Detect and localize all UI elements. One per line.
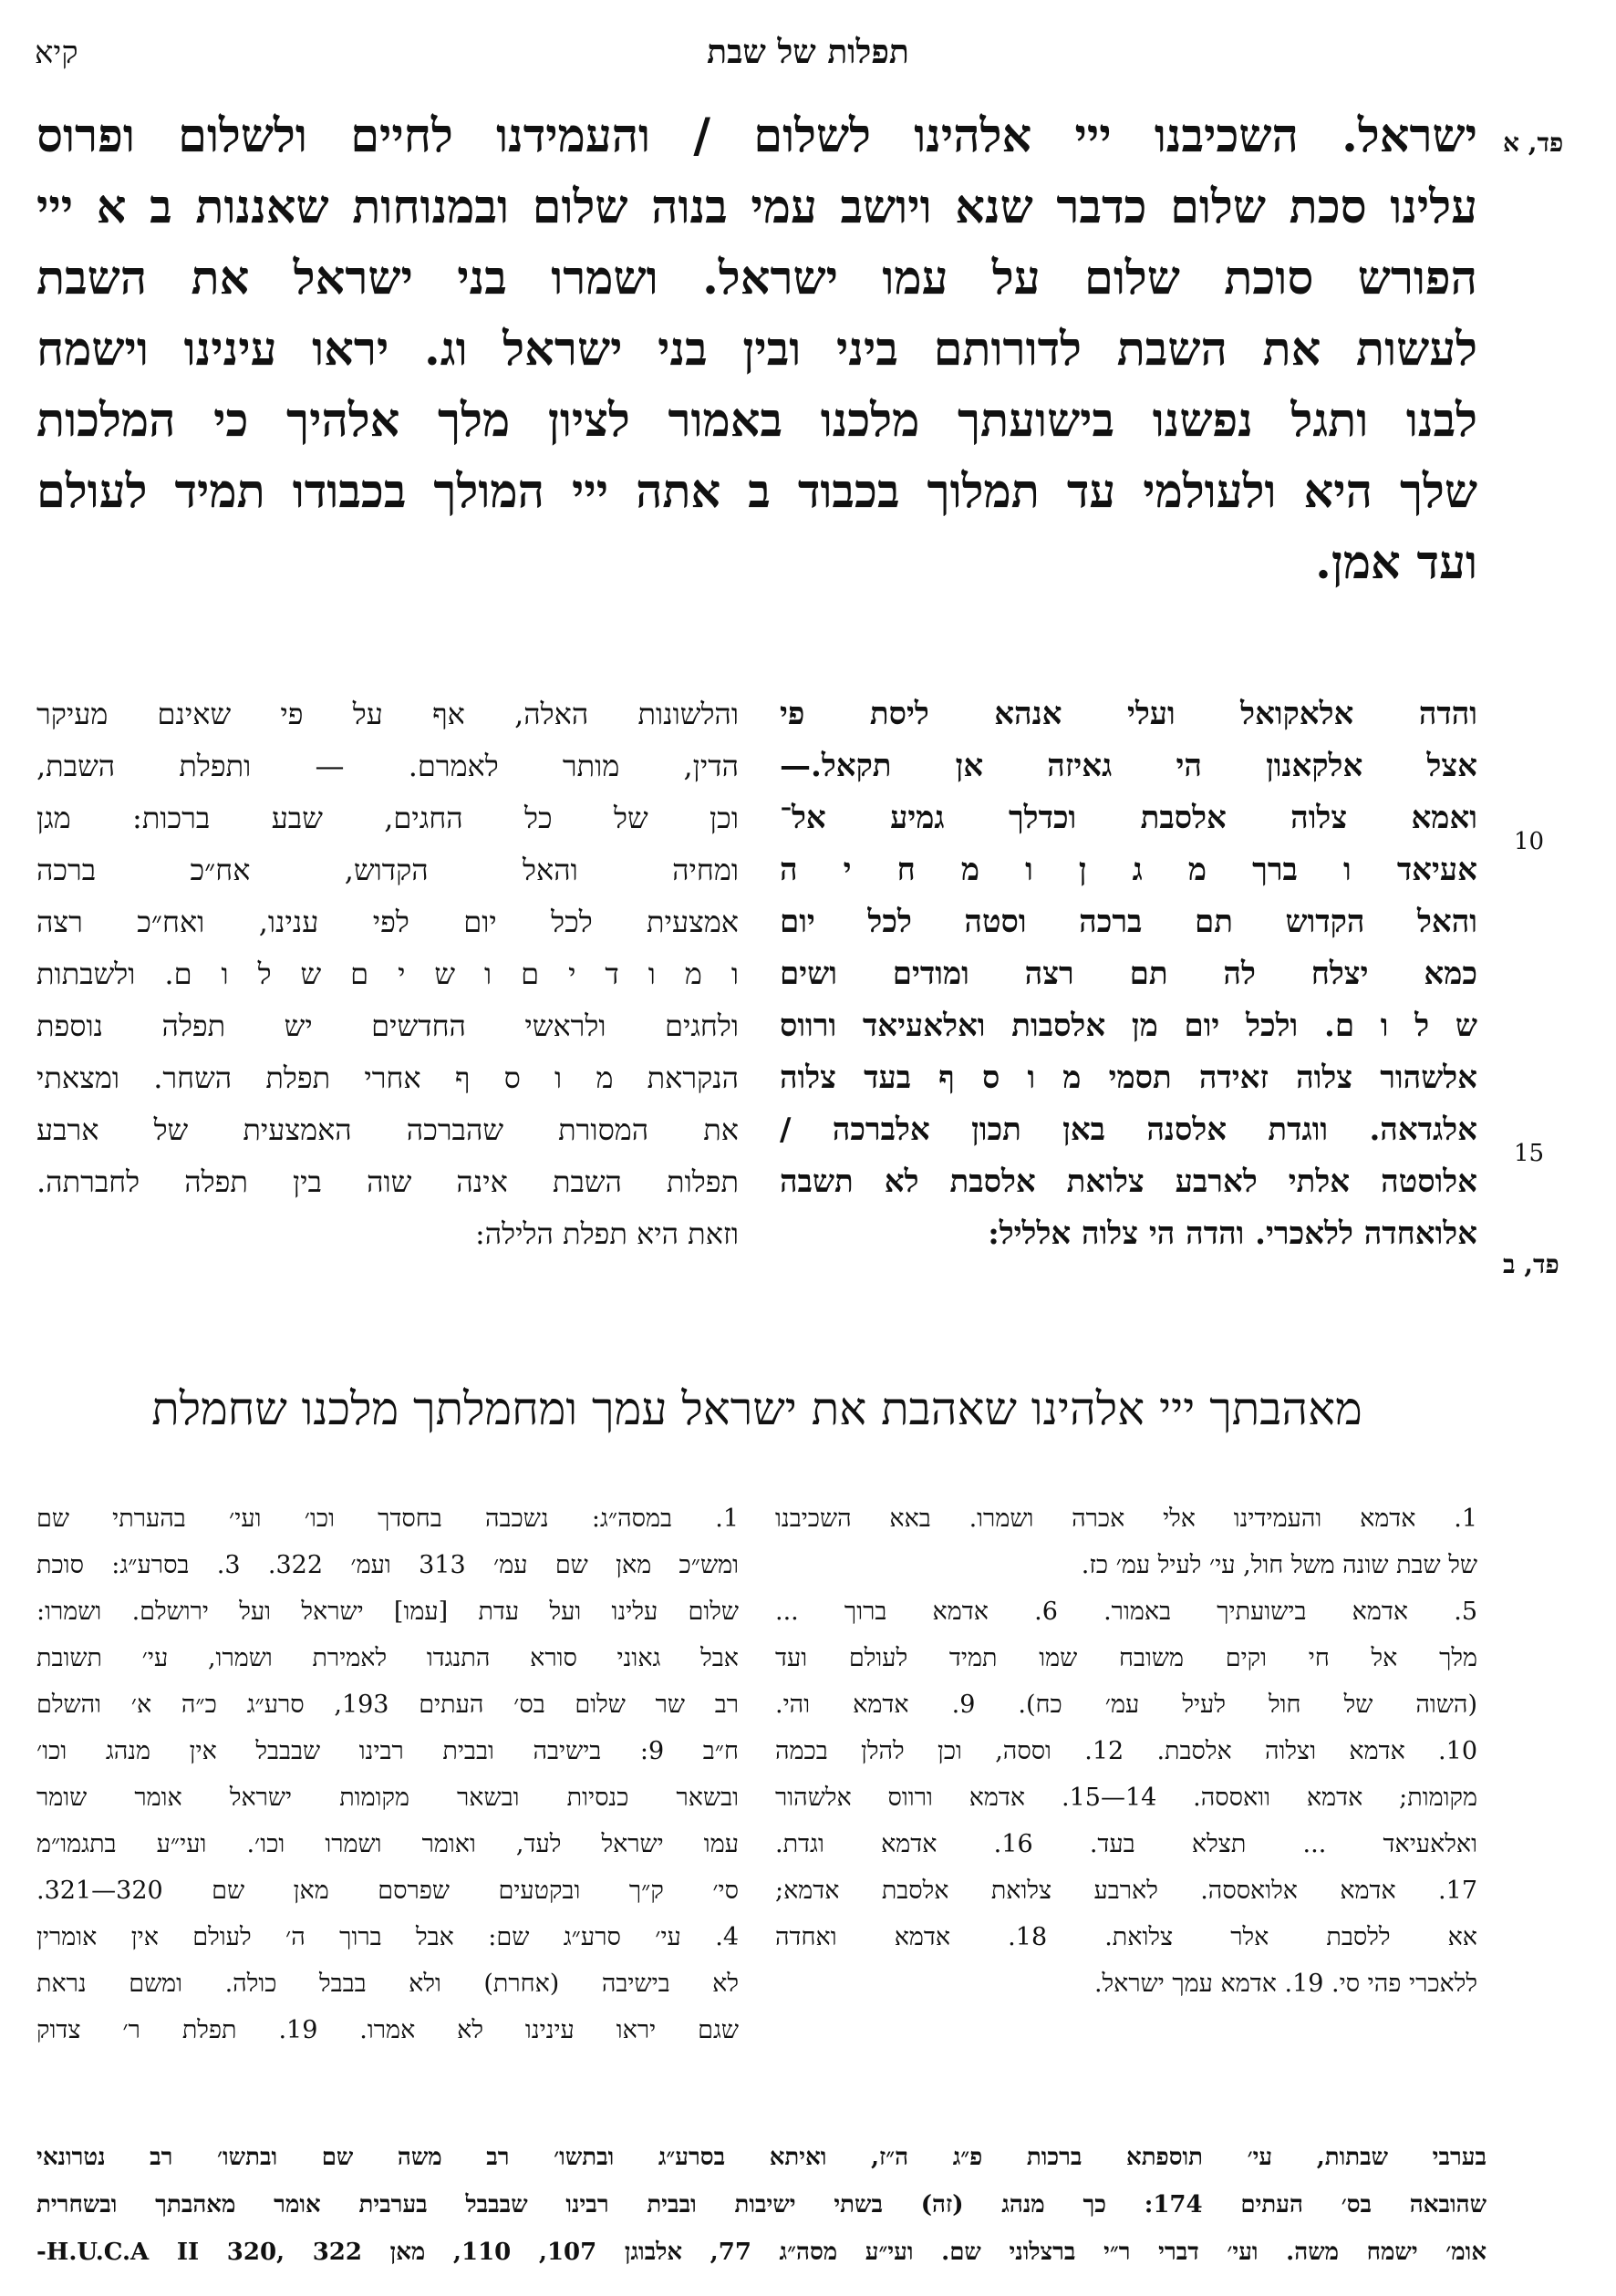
- arabic-line: ואמא צלוה אלסבת וכדלך גמיע אל־: [780, 800, 1477, 836]
- footnote-line: רב שר שלום בס׳ העתים 193, סרע״ג כ״ה א׳ והשלם: [36, 1691, 739, 1719]
- main-prayer-text: [36, 100, 1477, 598]
- footnote-line: ומש״כ מאן שם עמ׳ 313 ועמ׳ 322. 3. בסרע״ג: סוכת: [36, 1551, 740, 1579]
- main-line: לעשות את השבת לדורותם ביני ובין בני ישראל וג. יראו עינינו וישמח: [36, 322, 1477, 377]
- line-number-10: 10: [1514, 828, 1545, 855]
- hebrew-line: וזאת היא תפלת הלילה:: [474, 1216, 739, 1251]
- bottom-note-line: שהובאה בס׳ העתים 174: כך מנהג (זה) בשתי ישיבות ובבית רבינו שבבבל בערבית אומר מאהבתך ובשחרית: [36, 2191, 1487, 2218]
- arabic-line: והדה אלאקואל ועלי אנהא ליסת פי: [780, 696, 1477, 732]
- arabic-line: אלשהור צלוה זאידה תסמי מ ו ס ף בעד צלוה: [780, 1060, 1477, 1096]
- footnote-line: ללאכרי פהי סי. 19. אדמא עמך ישראל.: [1093, 1970, 1477, 1998]
- arabic-line: ש ל ו ם. ולכל יום מן אלסבות ואלאעיאד ורווס: [780, 1008, 1477, 1044]
- arabic-column: [780, 688, 1477, 1260]
- footnote-line: ובשאר כנסיות ובשאר מקומות ישראל אומר שומר: [36, 1784, 739, 1812]
- main-line: הפורש סוכת שלום על עמו ישראל. ושמרו בני ישראל את השבת: [36, 251, 1477, 305]
- hebrew-line: הדין, מותר לאמרם. — ותפלת השבת,: [36, 749, 739, 783]
- footnote-line: ח״ב 9: בישיבה ובבית רבינו שבבבל אין מנהג וכו׳: [36, 1737, 739, 1765]
- main-line: לבנו ותגל נפשנו בישועתך מלכנו באמור לציון מלך אלהיך כי המלכות: [36, 393, 1477, 448]
- footnote-line: (השוה של חול לעיל עמ׳ כח). 9. אדמא והי.: [775, 1691, 1477, 1719]
- hebrew-line: וכן של כל החגים, שבע ברכות: מגן: [36, 801, 739, 835]
- main-line: ישראל. השכיבנו ייי אלהינו לשלום / והעמידנו לחיים ולשלום ופרוס: [36, 109, 1477, 163]
- arabic-line: אעיאד ו ברך מ ג ן ו מ ח י ה: [780, 852, 1477, 888]
- footnote-line: לא בישיבה (אחרת) ולא בבבל כולה. ומשם נראת: [36, 1970, 739, 1998]
- footnote-line: אבל גאוני סורא התנגדו לאמירת ושמרו, עי׳ תשובת: [36, 1644, 739, 1672]
- footnotes-right: [775, 1495, 1477, 2007]
- margin-ref-b: פד, ב: [1503, 1249, 1559, 1279]
- main-line: עלינו סכת שלום כדבר שנא ויושב עמי בנוה שלום ובמנוחות שאננות ב א ייי: [36, 180, 1478, 234]
- arabic-line: אלואחדה ללאכרי. והדה הי צלוה אלליל:: [988, 1215, 1477, 1252]
- hebrew-line: ו מ ו ד י ם ו ש י ם ש ל ו ם. ולשבתות: [36, 957, 739, 991]
- footnote-line: סי׳ ק״ך ובקטעים שפרסם מאן שם 320—321.: [36, 1877, 739, 1905]
- bottom-note-line: בערבי שבתות, עי׳ תוספתא ברכות פ״ג ה״ז, ואיתא בסרע״ג ובתשו׳ רב משה שם ובתשו׳ רב נטרונאי: [36, 2144, 1487, 2171]
- footnote-line: 4. עי׳ סרע״ג שם: אבל ברוך ה׳ לעולם אין אומרין: [36, 1923, 739, 1951]
- footnote-line: שגם יראו עינינו לא אמרו. 19. תפלת ר׳ צדוק: [36, 2016, 739, 2044]
- arabic-line: אצל אלקאנון הי גאיזה אן תקאל.—: [780, 748, 1477, 784]
- hebrew-line: ולחגים ולראשי החדשים יש תפלה נוספת: [36, 1008, 739, 1043]
- footnote-line: 1. אדמא והעמידינו אלי אכרה ושמרו. באא השכיבנו: [775, 1505, 1477, 1533]
- footnote-line: מקומות; אדמא וואססה. 14—15. אדמא ורווס אלשהור: [775, 1784, 1477, 1812]
- arabic-line: והאל הקדוש תם ברכה וסטה לכל יום: [780, 904, 1477, 940]
- footnote-line: 1. במסה״ג: נשכבה בחסדך וכו׳ ועי׳ בהערתי שם: [36, 1505, 739, 1533]
- hebrew-line: תפלות השבת אינה שוה בין תפלה לחברתה.: [36, 1164, 739, 1199]
- hebrew-line: הנקראת מ ו ס ף אחרי תפלת השחר. ומצאתי: [36, 1060, 739, 1095]
- line-number-15: 15: [1514, 1140, 1545, 1167]
- footnote-line: 17. אדמא אלואססה. לארבע צלואת אלסבת אדמא;: [775, 1877, 1477, 1905]
- footnote-line: ואלאעיאד ... תצלא בעד. 16. אדמא וגדת.: [775, 1830, 1478, 1858]
- arabic-line: אלוסטה אלתי לארבע צלואת אלסבת לא תשבה: [780, 1164, 1477, 1200]
- footnote-line: מלך אל חי וקים משובח שמו תמיד לעולם ועד: [775, 1644, 1477, 1672]
- footnotes-left: [36, 1495, 739, 2053]
- main-line: שלך היא ולעולמי עד תמלוך בכבוד ב אתה ייי המולך בכבודו תמיד לעולם: [36, 464, 1477, 519]
- hebrew-line: אמצעית לכל יום לפי ענינו, ואח״כ רצה: [36, 905, 739, 939]
- main-line: ועד אמן.: [1315, 535, 1477, 590]
- running-title: תפלות של שבת: [707, 33, 909, 71]
- prayer-line: מאהבתך ייי אלהינו שאהבת את ישראל עמך ומחמלתך מלכנו שחמלת: [151, 1382, 1362, 1435]
- arabic-line: כמא יצלח לה תם רצה ומודים ושים: [780, 956, 1477, 992]
- footnote-line: 5. אדמא בישועתיך באמור. 6. אדמא ברוך ...: [775, 1598, 1477, 1626]
- footnote-line: של שבת שונה משל חול, עי׳ לעיל עמ׳ כז.: [1081, 1551, 1477, 1579]
- margin-ref-a: פד, א: [1503, 128, 1564, 158]
- hebrew-line: ומחיה והאל הקדוש, אח״כ ברכה: [36, 853, 739, 887]
- footnote-line: 10. אדמא וצלוה אלסבת. 12. וססה, וכן להלן בכמה: [775, 1737, 1477, 1765]
- bottom-notes: [36, 2134, 1487, 2276]
- hebrew-line: את המסורת שהברכה האמצעית של ארבע: [36, 1112, 739, 1147]
- hebrew-column: [36, 688, 739, 1260]
- arabic-line: אלגדאה. ווגדת אלסנה באן תכון אלברכה /: [780, 1112, 1477, 1148]
- hebrew-line: והלשונות האלה, אף על פי שאינם מעיקר: [36, 697, 739, 731]
- footnote-line: אא ללסבת אלר צלואת. 18. אדמא ואחדה: [775, 1923, 1477, 1951]
- footnote-line: עמו ישראל לעד, ואומר ושמרו וכו׳. ועי״ע בתגמו״מ: [36, 1830, 739, 1858]
- page-number: קיא: [35, 35, 78, 71]
- bottom-note-line: אומ׳ ישמח משה. ועי׳ דברי ר״י ברצלוני שם. ועי״ע מסה״ג 77, אלבוגן 107, 110, מאן H.U.C.A II 320, 322-: [36, 2239, 1487, 2266]
- footnote-line: שלום עלינו ועל עדת [עמו] ישראל ועל ירושלם. ושמרו:: [36, 1598, 739, 1626]
